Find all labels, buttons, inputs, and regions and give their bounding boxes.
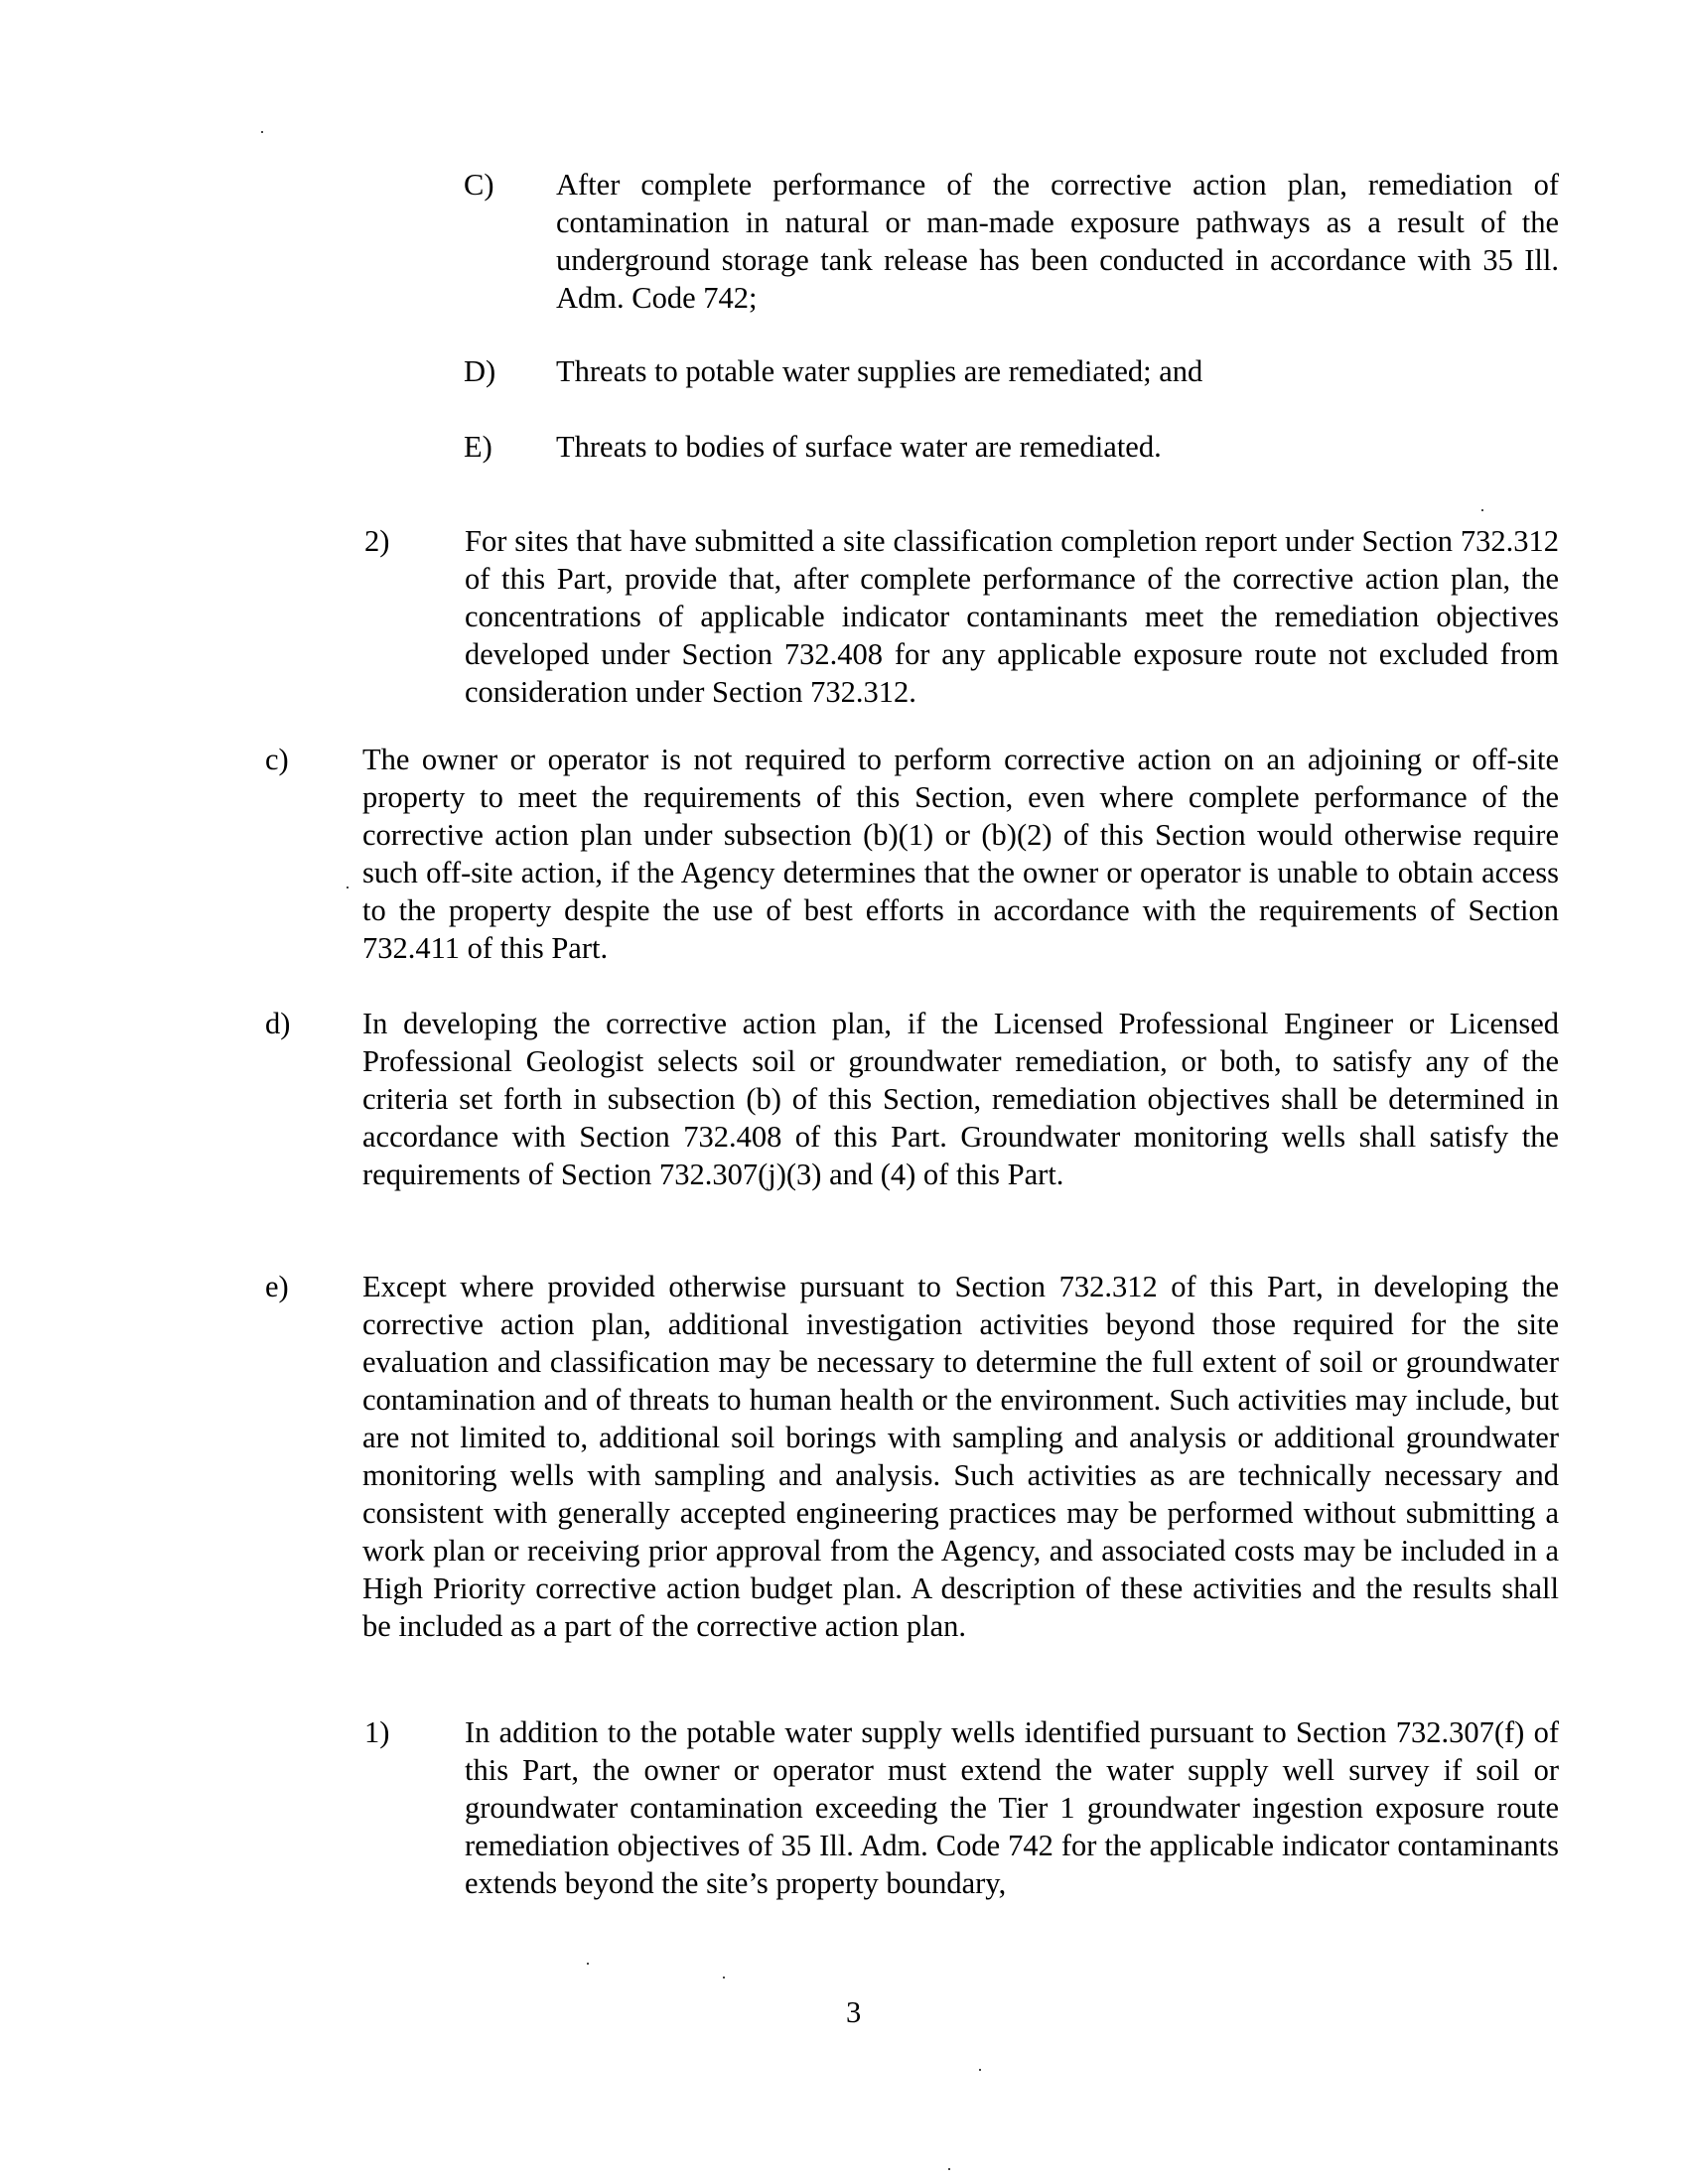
- paragraph-label: 1): [364, 1715, 390, 1749]
- scan-speck: [587, 1963, 589, 1965]
- paragraph-label: 2): [364, 524, 390, 558]
- scan-speck: [723, 1977, 725, 1979]
- paragraph-label: d): [265, 1007, 291, 1040]
- paragraph-text: In addition to the potable water supply wells identified pursuant to Section 732.307(f) of this Part, the owner or operator must extend the water supply well survey if soil or groundwater contamination exceeding the Tier 1 groundwater ingestion exposure route remediation objectives of 35 Ill. Adm. Code 742 for the applicable indicator contaminants extends beyond the site’s property boundary,: [465, 1715, 1559, 1900]
- scan-speck: [347, 887, 349, 888]
- paragraph-text: The owner or operator is not required to perform corrective action on an adjoining or off-site property to meet the requirements of this Section, even where complete performance of the corrective action plan under subsection (b)(1) or (b)(2) of this Section would otherwise require such off-site action, if the Agency determines that the owner or operator is unable to obtain access to the property despite the use of best efforts in accordance with the requirements of Section 732.411 of this Part.: [362, 743, 1559, 965]
- scan-speck: [948, 2168, 950, 2170]
- scan-speck: [261, 131, 263, 133]
- paragraph-label: D): [464, 354, 496, 388]
- paragraph-label: e): [265, 1270, 289, 1303]
- paragraph-label: C): [464, 168, 494, 202]
- scan-speck: [979, 2069, 981, 2071]
- paragraph-text: Threats to bodies of surface water are remediated.: [556, 430, 1162, 464]
- paragraph-text: Threats to potable water supplies are remediated; and: [556, 354, 1203, 388]
- paragraph-text: For sites that have submitted a site classification completion report under Section 732.312 of this Part, provide that, after complete performance of the corrective action plan, the concentrations of applicable indicator contaminants meet the remediation objectives developed under Section 732.408 for any applicable exposure route not excluded from consideration under Section 732.312.: [465, 524, 1559, 709]
- paragraph-text: After complete performance of the corrective action plan, remediation of contamination in natural or man-made exposure pathways as a result of the underground storage tank release has been conducted in accordance with 35 Ill. Adm. Code 742;: [556, 168, 1559, 315]
- paragraph-label: E): [464, 430, 492, 464]
- paragraph-label: c): [265, 743, 289, 776]
- paragraph-text: In developing the corrective action plan, if the Licensed Professional Engineer or Licensed Professional Geologist selects soil or groundwater remediation, or both, to satisfy any of the criteria set forth in subsection (b) of this Section, remediation objectives shall be determined in accordance with Section 732.408 of this Part. Groundwater monitoring wells shall satisfy the requirements of Section 732.307(j)(3) and (4) of this Part.: [362, 1007, 1559, 1191]
- paragraph-text: Except where provided otherwise pursuant to Section 732.312 of this Part, in developing the corrective action plan, additional investigation activities beyond those required for the site evaluation and classification may be necessary to determine the full extent of soil or groundwater contamination and of threats to human health or the environment. Such activities may include, but are not limited to, additional soil borings with sampling and analysis or additional groundwater monitoring wells with sampling and analysis. Such activities as are technically necessary and consistent with generally accepted engineering practices may be performed without submitting a work plan or receiving prior approval from the Agency, and associated costs may be included in a High Priority corrective action budget plan. A description of these activities and the results shall be included as a part of the corrective action plan.: [362, 1270, 1559, 1643]
- page-number: 3: [846, 1995, 862, 2029]
- scan-speck: [1481, 509, 1483, 511]
